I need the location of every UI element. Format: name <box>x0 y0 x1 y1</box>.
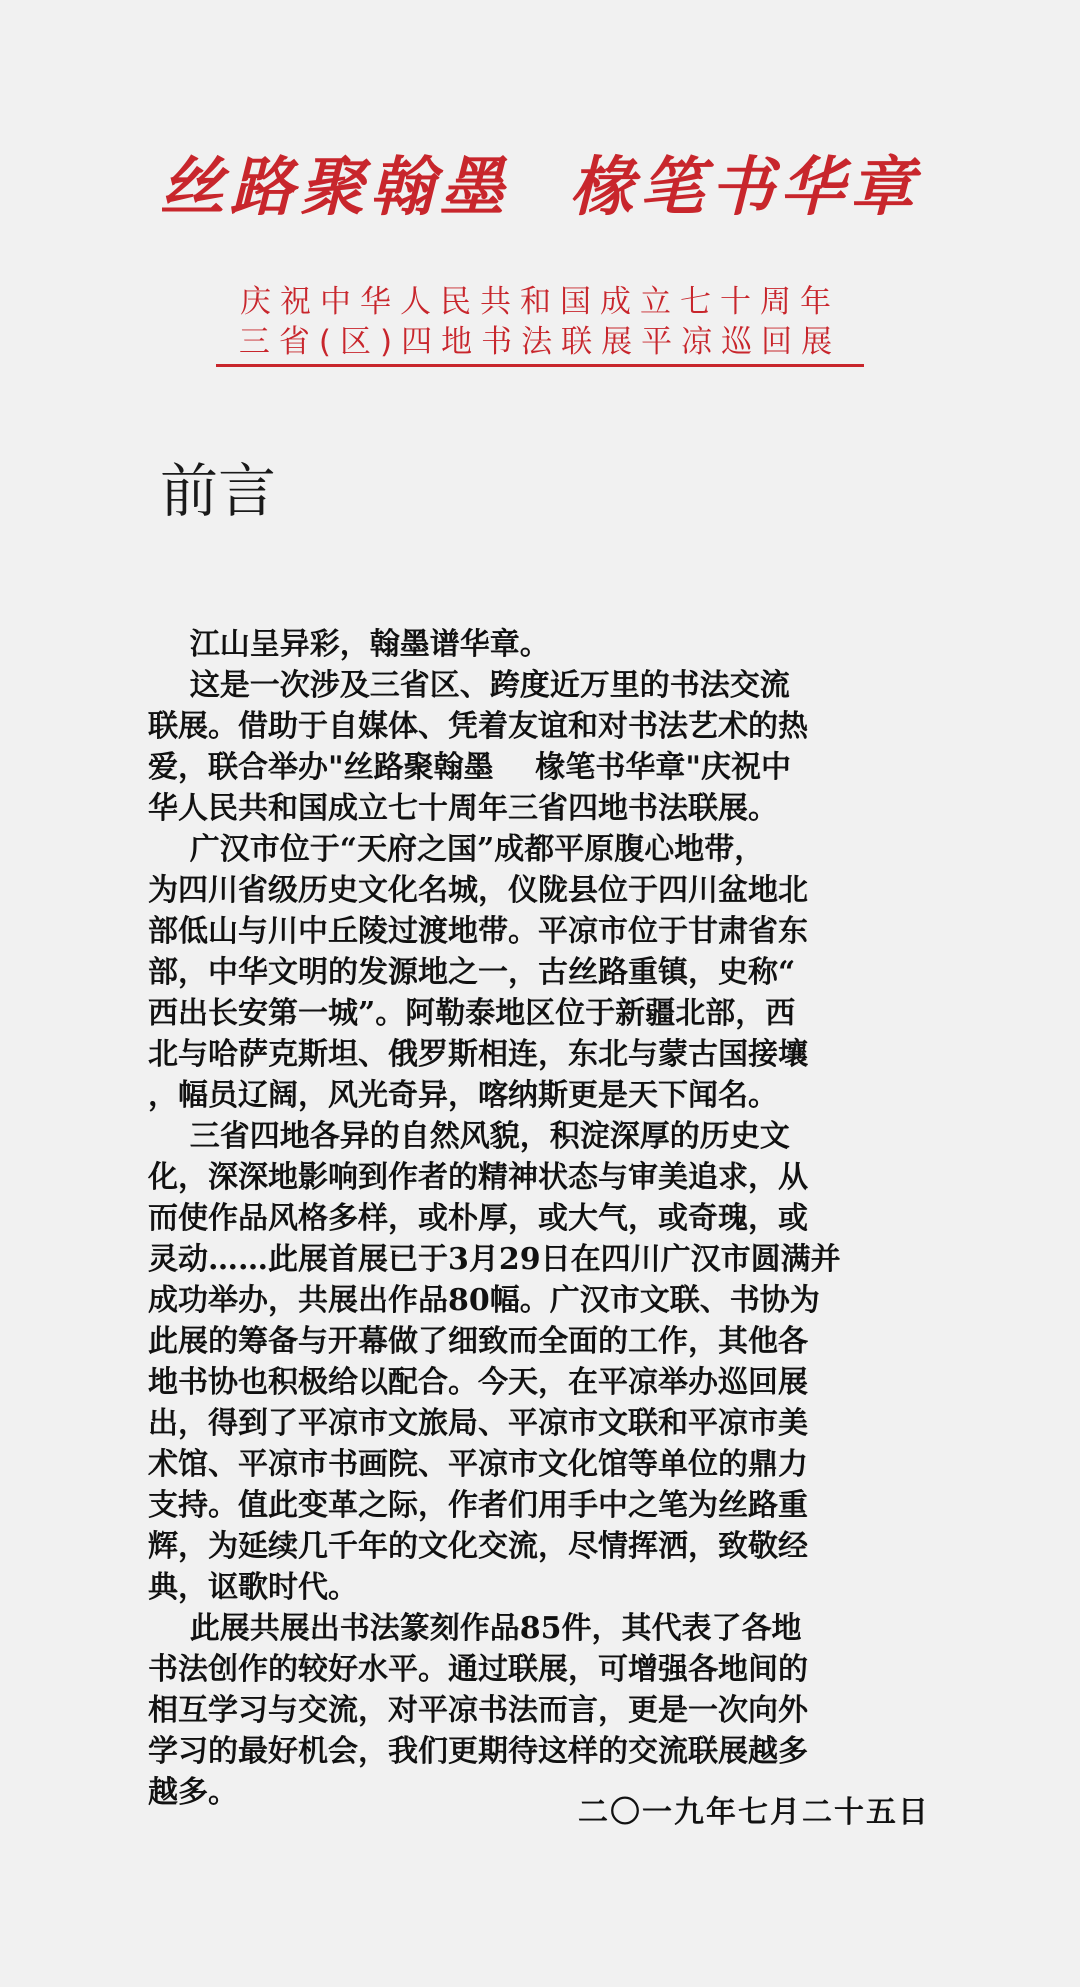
body-line: 此展的筹备与开幕做了细致而全面的工作，其他各 <box>148 1324 808 1359</box>
calligraphy-title-right: 椽笔书华章 <box>570 150 920 225</box>
body-line: 三省四地各异的自然风貌，积淀深厚的历史文 <box>148 1119 790 1154</box>
body-line: 典，讴歌时代。 <box>148 1570 358 1605</box>
signature-date: 二〇一九年七月二十五日 <box>578 1795 930 1830</box>
calligraphy-title-left: 丝路聚翰墨 <box>160 150 510 225</box>
body-line: 北与哈萨克斯坦、俄罗斯相连，东北与蒙古国接壤 <box>148 1037 808 1072</box>
body-line: 这是一次涉及三省区、跨度近万里的书法交流 <box>148 668 790 703</box>
body-line: 部低山与川中丘陵过渡地带。平凉市位于甘肃省东 <box>148 914 808 949</box>
body-line: 学习的最好机会，我们更期待这样的交流联展越多 <box>148 1734 808 1769</box>
body-line: 华人民共和国成立七十周年三省四地书法联展。 <box>148 791 778 826</box>
body-line: 越多。 <box>148 1775 238 1810</box>
subtitle-line-2: 三省(区)四地书法联展平凉巡回展 <box>238 324 842 360</box>
body-line: 辉，为延续几千年的文化交流，尽情挥洒，致敬经 <box>148 1529 808 1564</box>
body-line: 出，得到了平凉市文旅局、平凉市文联和平凉市美 <box>148 1406 808 1441</box>
body-line: 化，深深地影响到作者的精神状态与审美追求，从 <box>148 1160 808 1195</box>
body-line: 西出长安第一城”。阿勒泰地区位于新疆北部，西 <box>148 996 796 1031</box>
body-line: 支持。值此变革之际，作者们用手中之笔为丝路重 <box>148 1488 808 1523</box>
body-line: 联展。借助于自媒体、凭着友谊和对书法艺术的热 <box>148 709 808 744</box>
body-line: 为四川省级历史文化名城，仪陇县位于四川盆地北 <box>148 873 808 908</box>
body-line: 术馆、平凉市书画院、平凉市文化馆等单位的鼎力 <box>148 1447 808 1482</box>
body-line: 书法创作的较好水平。通过联展，可增强各地间的 <box>148 1652 808 1687</box>
body-line: 地书协也积极给以配合。今天，在平凉举办巡回展 <box>148 1365 808 1400</box>
body-line: 部，中华文明的发源地之一，古丝路重镇，史称“ <box>148 955 796 990</box>
body-line: 广汉市位于“天府之国”成都平原腹心地带， <box>148 832 765 867</box>
body-line: 相互学习与交流，对平凉书法而言，更是一次向外 <box>148 1693 808 1728</box>
body-line: 江山呈异彩，翰墨谱华章。 <box>148 627 550 662</box>
body-line: 灵动……此展首展已于3月29日在四川广汉市圆满并 <box>148 1242 841 1277</box>
body-line: ，幅员辽阔，风光奇异，喀纳斯更是天下闻名。 <box>148 1078 778 1113</box>
body-line: 成功举办，共展出作品80幅。广汉市文联、书协为 <box>148 1283 820 1318</box>
body-line: 而使作品风格多样，或朴厚，或大气，或奇瑰，或 <box>148 1201 808 1236</box>
subtitle-block <box>215 282 865 362</box>
preface-body <box>148 624 928 1813</box>
subtitle-underline <box>216 364 864 367</box>
page-heading: 前言 <box>160 457 277 525</box>
body-line: 此展共展出书法篆刻作品85件，其代表了各地 <box>148 1611 802 1646</box>
subtitle-line-1: 庆祝中华人民共和国成立七十周年 <box>240 284 840 320</box>
calligraphy-title <box>0 148 1080 228</box>
body-line: 爱，联合举办"丝路聚翰墨 椽笔书华章"庆祝中 <box>148 750 792 785</box>
